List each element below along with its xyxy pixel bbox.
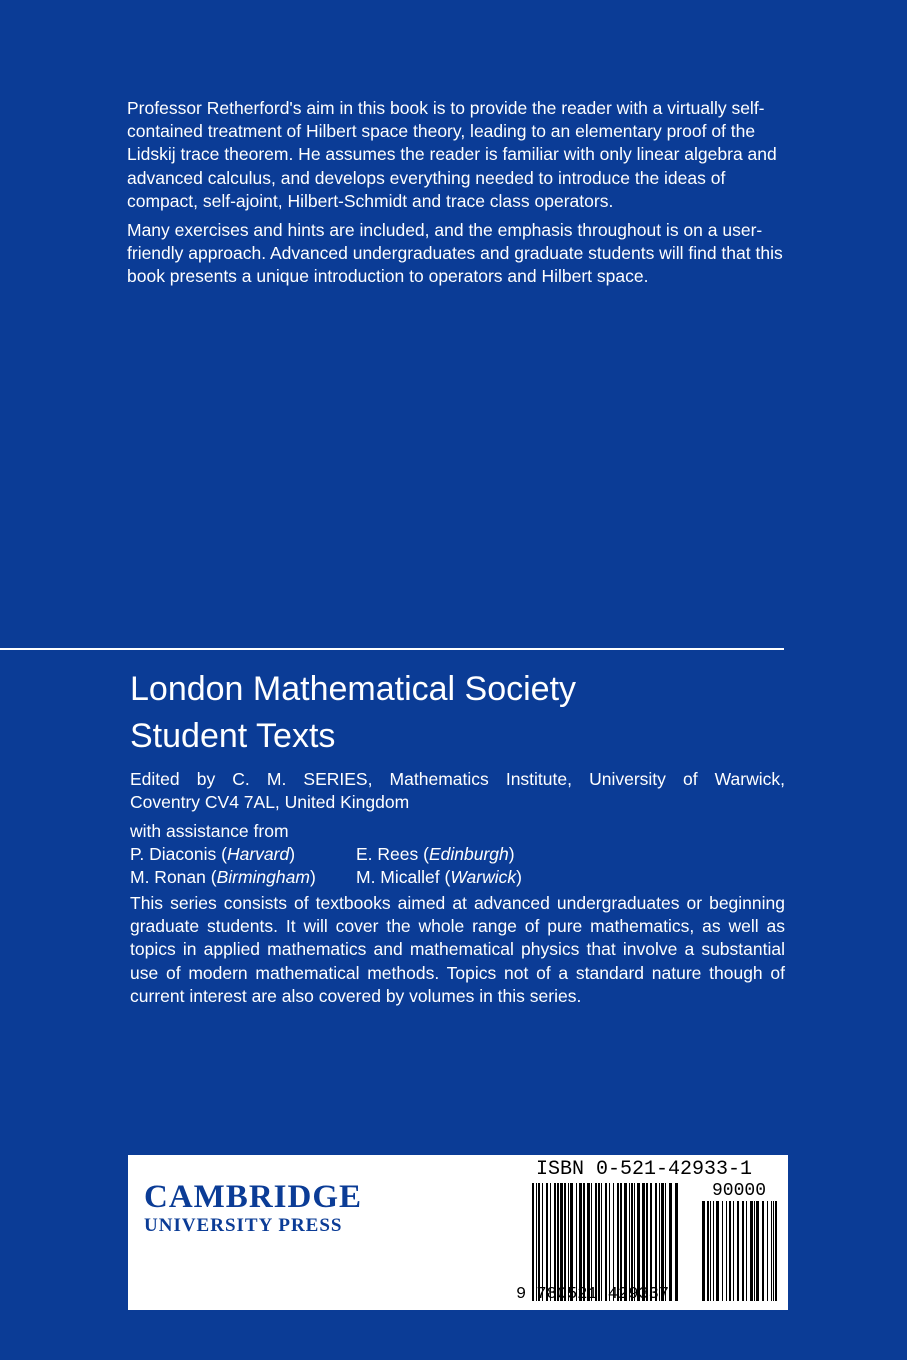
barcode — [510, 1159, 784, 1306]
barcode-bar — [550, 1183, 551, 1301]
barcode-bar — [750, 1201, 753, 1301]
barcode-bar — [634, 1183, 635, 1301]
barcode-bar — [767, 1201, 768, 1301]
barcode-bar — [742, 1201, 744, 1301]
barcode-bar — [659, 1183, 660, 1301]
barcode-bar — [579, 1183, 582, 1301]
barcode-bar — [564, 1183, 566, 1301]
barcode-bar — [637, 1183, 640, 1301]
barcode-bar — [655, 1183, 657, 1301]
barcode-bar — [591, 1183, 592, 1301]
series-editor-credit — [130, 768, 785, 814]
barcode-bar — [675, 1183, 678, 1301]
barcode-bar — [568, 1183, 569, 1301]
barcode-bar — [532, 1183, 534, 1301]
barcode-bar — [669, 1183, 672, 1301]
barcode-bar — [650, 1183, 652, 1301]
barcode-bar — [583, 1183, 585, 1301]
barcode-bar — [620, 1183, 622, 1301]
barcode-bar — [536, 1183, 537, 1301]
publisher-logo — [144, 1179, 362, 1237]
isbn-label: ISBN 0-521-42933-1 — [536, 1158, 753, 1181]
barcode-bar — [726, 1201, 727, 1301]
blurb-paragraph-1: Professor Retherford's aim in this book is to provide the reader with a virtually self-contained treatment of Hilbert space theory, leading to an elementary proof of the Lidskij trace theorem. He assumes the reader is familiar with only linear algebra and advanced calculus, and develops everything needed to introduce the ideas of compact, self-ajoint, Hilbert-Schmidt and trace class operators. — [127, 98, 777, 211]
publisher-panel — [128, 1155, 788, 1310]
barcode-bar — [642, 1183, 645, 1301]
series-title-line-2: Student Texts — [130, 717, 336, 755]
barcode-bar — [665, 1183, 666, 1301]
barcode-bar — [554, 1183, 556, 1301]
blurb-paragraph-2: Many exercises and hints are included, and the emphasis throughout is on a user-friendly approach. Advanced undergraduates and graduate students will find that this book presents a unique introduction to operators and Hilbert space. — [127, 220, 783, 287]
assistant-editor: E. Rees (Edinburgh) — [356, 844, 515, 864]
barcode-bar — [595, 1183, 597, 1301]
barcode-bar — [587, 1183, 590, 1301]
barcode-bar — [617, 1183, 619, 1301]
publisher-name: CAMBRIDGE — [144, 1179, 363, 1215]
barcode-bar — [775, 1201, 777, 1301]
barcode-bar — [733, 1201, 734, 1301]
barcode-bar — [722, 1201, 723, 1301]
price-addon-number: 90000 — [712, 1181, 767, 1201]
barcode-bar — [710, 1201, 711, 1301]
barcode-bar — [729, 1201, 731, 1301]
barcode-bar — [707, 1201, 709, 1301]
barcode-bar — [746, 1201, 747, 1301]
assistant-editor: P. Diaconis (Harvard) — [130, 844, 296, 864]
assistant-editors — [130, 843, 596, 889]
barcode-bar — [598, 1183, 600, 1301]
barcode-bar — [754, 1201, 755, 1301]
barcode-bar — [542, 1183, 543, 1301]
barcode-bar — [605, 1183, 607, 1301]
divider-rule — [0, 648, 784, 650]
barcode-bar — [629, 1183, 630, 1301]
barcode-bar — [560, 1183, 563, 1301]
barcode-bar — [570, 1183, 573, 1301]
barcode-bar — [716, 1201, 719, 1301]
barcode-bar — [737, 1201, 739, 1301]
barcode-bar — [613, 1183, 614, 1301]
ean-number: 9 780521 429337 — [516, 1285, 670, 1304]
barcode-bar — [631, 1183, 633, 1301]
edited-by-line-2: Coventry CV4 7AL, United Kingdom — [130, 792, 410, 813]
barcode-bar — [557, 1183, 559, 1301]
assistance-label: with assistance from — [130, 821, 289, 841]
barcode-bar — [762, 1201, 764, 1301]
barcode-bar — [756, 1201, 759, 1301]
barcode-bar — [773, 1201, 774, 1301]
barcode-bar — [702, 1201, 705, 1301]
barcode-bar — [538, 1183, 540, 1301]
back-cover-blurb — [127, 97, 787, 295]
barcode-bar — [661, 1183, 664, 1301]
series-title-line-1: London Mathematical Society — [130, 670, 577, 708]
barcode-bar — [624, 1183, 627, 1301]
barcode-bar — [609, 1183, 610, 1301]
barcode-bar — [713, 1201, 714, 1301]
barcode-bar — [546, 1183, 548, 1301]
barcode-bar — [576, 1183, 577, 1301]
assistant-editor: M. Micallef (Warwick) — [356, 867, 522, 888]
assistant-editor: M. Ronan (Birmingham) — [130, 867, 316, 888]
series-description: This series consists of textbooks aimed at advanced undergraduates or beginning graduate students. It will cover the whole range of pure mathematics, as well as topics in applied mathematics and mathematical physics that involve a substantial use of modern mathematical methods. Topics not of a standard nature though of current interest are also covered by volumes in this series. — [130, 893, 785, 1006]
barcode-bar — [646, 1183, 648, 1301]
barcode-bar — [771, 1201, 772, 1301]
edited-by-line-1: Edited by C. M. SERIES, Mathematics Institute, University of Warwick, — [130, 769, 785, 789]
series-title — [130, 666, 576, 760]
barcode-bar — [601, 1183, 602, 1301]
publisher-subname: UNIVERSITY PRESS — [144, 1215, 343, 1236]
